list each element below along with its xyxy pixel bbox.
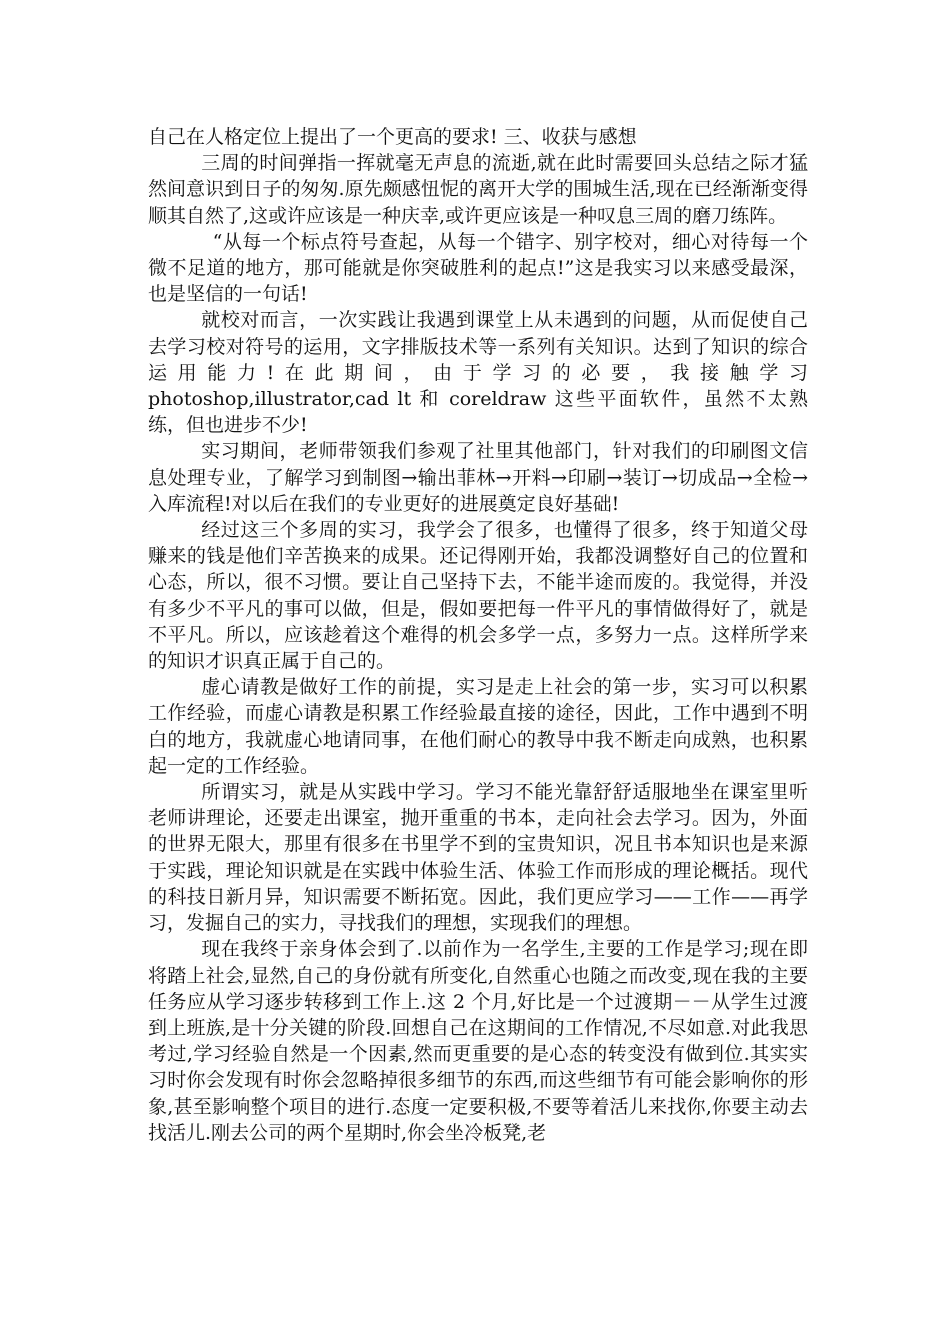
paragraph-humility: 虚心请教是做好工作的前提，实习是走上社会的第一步，实习可以积累工作经验，而虚心请教是积累工作经验最直接的途径，因此，工作中遇到不明白的地方，我就虚心地请同事，在他们耐心的教导中我不断走向成熟，也积累起一定的工作经验。 xyxy=(148,676,808,777)
paragraph-practice: 所谓实习，就是从实践中学习。学习不能光靠舒舒适服地坐在课室里听老师讲理论，还要走出课室，抛开重重的书本，走向社会去学习。因为，外面的世界无限大，那里有很多在书里学不到的宝贵知识，况且书本知识也是来源于实践，理论知识就是在实践中体验生活、体验工作而形成的理论概括。现代的科技日新月异，知识需要不断拓宽。因此，我们更应学习——工作——再学习，发掘自己的实力，寻找我们的理想，实现我们的理想。 xyxy=(148,781,808,935)
paragraph-proofreading: 就校对而言，一次实践让我遇到课堂上从未遇到的问题，从而促使自己去学习校对符号的运用，文字排版技术等一系列有关知识。达到了知识的综合运用能力!在此期间，由于学习的必要，我接触学习 photoshop,illustrator,cad lt 和 coreldraw 这些平面软件，虽然不太熟练，但也进步不少! xyxy=(148,309,808,437)
document-body xyxy=(148,124,808,1146)
paragraph-quote: “从每一个标点符号查起，从每一个错字、别字校对，细心对待每一个微不足道的地方，那可能就是你突破胜利的起点!”这是我实习以来感受最深，也是坚信的一句话! xyxy=(148,230,808,306)
paragraph-reflection: 三周的时间弹指一挥就毫无声息的流逝,就在此时需要回头总结之际才猛然间意识到日子的匆匆.原先颇感忸怩的离开大学的围城生活,现在已经渐渐变得顺其自然了,这或许应该是一种庆幸,或许更应该是一种叹息三周的磨刀练阵。 xyxy=(148,152,808,227)
paragraph-visit: 实习期间，老师带领我们参观了社里其他部门，针对我们的印刷图文信息处理专业，了解学习到制图→输出菲林→开料→印刷→装订→切成品→全检→入库流程!对以后在我们的专业更好的进展奠定良好基础! xyxy=(148,440,808,515)
paragraph-continuation: 自己在人格定位上提出了一个更高的要求! 三、收获与感想 xyxy=(148,126,637,148)
paragraph-transition: 现在我终于亲身体会到了.以前作为一名学生,主要的工作是学习;现在即将踏上社会,显然,自己的身份就有所变化,自然重心也随之而改变,现在我的主要任务应从学习逐步转移到工作上.这 2 个月,好比是一个过渡期－－从学生过渡到上班族,是十分关键的阶段.回想自己在这期间的工作情况,不尽如意.对此我思考过,学习经验自然是一个因素,然而更重要的是心态的转变没有做到位.其实实习时你会发现有时你会忽略掉很多细节的东西,而这些细节有可能会影响你的形象,甚至影响整个项目的进行.态度一定要积极,不要等着活儿来找你,你要主动去找活儿.刚去公司的两个星期时,你会坐冷板凳,老 xyxy=(148,938,808,1144)
paragraph-learned: 经过这三个多周的实习，我学会了很多，也懂得了很多，终于知道父母赚来的钱是他们辛苦换来的成果。还记得刚开始，我都没调整好自己的位置和心态，所以，很不习惯。要让自己坚持下去，不能半途而废的。我觉得，并没有多少不平凡的事可以做，但是，假如要把每一件平凡的事情做得好了，就是不平凡。所以，应该趁着这个难得的机会多学一点，多努力一点。这样所学来的知识才识真正属于自己的。 xyxy=(148,519,808,673)
